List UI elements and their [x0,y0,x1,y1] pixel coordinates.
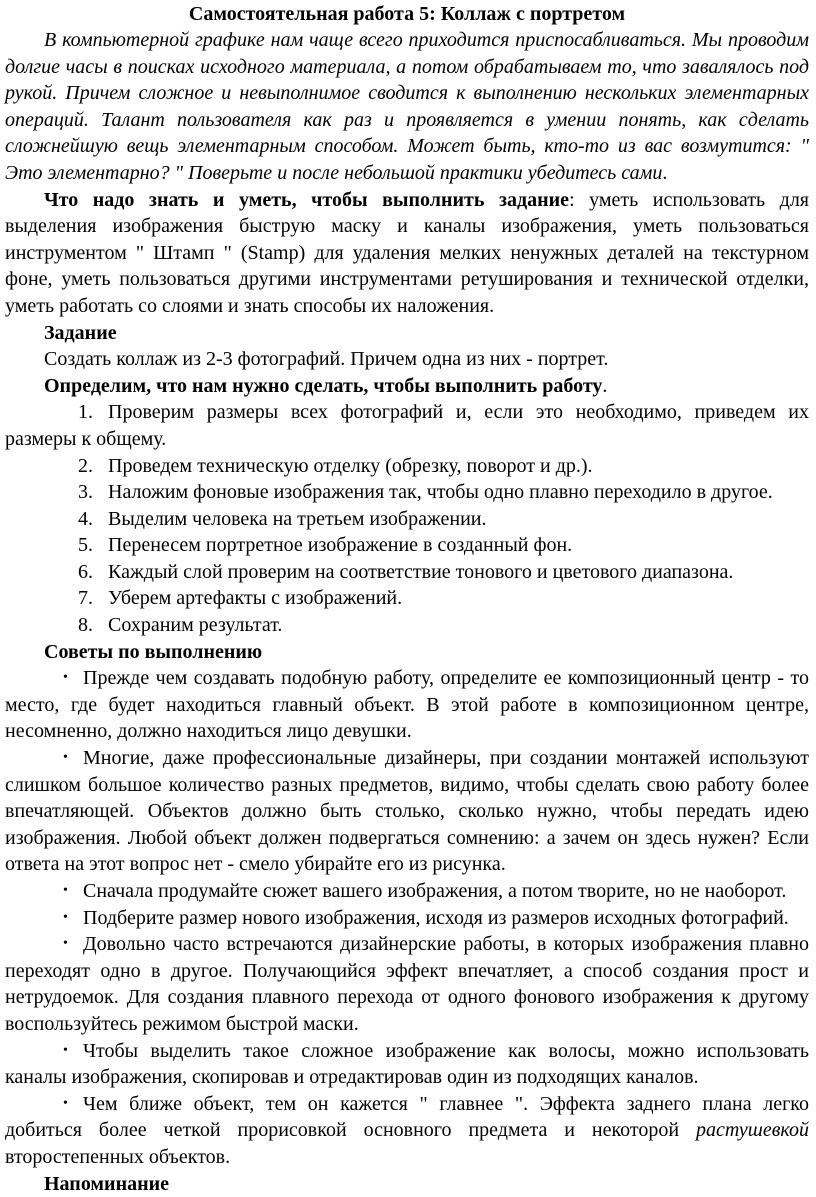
list-item [5,931,809,1037]
step-text: Уберем артефакты с изображений. [108,587,403,610]
skills-text: : уметь использовать для выделения изображения быструю маску и каналы изображения, уметь пользоваться инструментом " Штамп " (Stamp) для удаления мелких ненужных деталей на текстурном фоне, уметь пользоваться другими инструментами ретуширования и технической отделки, уметь работать со слоями и знать способы их наложения. [5,188,809,317]
bullet-icon: • [63,936,68,952]
step-number: 5. [78,534,93,557]
step-text: Выделим человека на третьем изображении. [108,507,487,530]
tip-text: Довольно часто встречаются дизайнерские работы, в которых изображения плавно переходят одно в другое. Получающийся эффект впечатляет, а способ создания прост и нетрудоемок. Для создания плавного перехода от одного фонового изображения к другому воспользуйтесь режимом быстрой маски. [5,933,809,1035]
list-item [5,585,809,612]
tip-text-italic: растушевкой [696,1119,809,1142]
tip-text-after: второстепенных объектов. [5,1145,231,1168]
bullet-icon: • [63,1095,68,1111]
bullet-icon: • [63,1042,68,1058]
intro-paragraph [5,27,809,187]
tip-text: Подберите размер нового изображения, исходя из размеров исходных фотографий. [83,906,789,929]
list-item [5,453,809,480]
list-item [5,905,809,932]
intro-text: В компьютерной графике нам чаще всего приходится приспосабливаться. Мы проводим долгие часы в поисках исходного материала, а потом обрабатываем то, что завалялось под рукой. Причем сложное и невыполнимое сводится к выполнению нескольких элементарных операций. Талант пользователя как раз и проявляется в умении понять, как сделать сложнейшую вещь элементарным способом. Может быть, кто-то из вас возмутится: " Это элементарно? " Поверьте и после небольшой практики убедитесь сами [5,29,809,184]
tips-list [5,665,809,1170]
step-text: Наложим фоновые изображения так, чтобы одно плавно переходило в другое. [108,481,773,504]
tip-text: Прежде чем создавать подобную работу, определите ее композиционный центр - то место, где будет находиться главный объект. В этой работе в композиционном центре, несомненно, должно находиться лицо девушки. [5,667,809,743]
step-text: Проверим размеры всех фотографий и, если это необходимо, приведем их размеры к общему. [5,401,809,450]
list-item [5,1091,809,1171]
document-title: Самостоятельная работа 5: Коллаж с портретом [188,3,626,25]
step-text: Сохраним результат. [108,614,283,637]
list-item [5,612,809,639]
step-number: 3. [78,481,93,504]
list-item [5,1038,809,1091]
task-heading: Задание [44,321,117,344]
list-item [5,506,809,533]
step-text: Перенесем портретное изображение в созданный фон. [108,534,573,557]
document-page [0,1,816,1195]
task-text: Создать коллаж из 2-3 фотографий. Причем одна из них - портрет. [44,348,609,371]
bullet-icon: • [63,883,68,898]
tip-text: Чтобы выделить такое сложное изображение как волосы, можно использовать каналы изображения, скопировав и отредактировав один из подходящих каналов. [5,1039,809,1089]
plan-heading-end: . [602,374,608,397]
bullet-icon: • [63,909,68,925]
step-number: 1. [78,401,93,424]
list-item [5,479,809,506]
bullet-icon: • [63,670,68,686]
list-item [5,878,809,905]
tips-heading: Советы по выполнению [44,640,263,663]
list-item [5,665,809,745]
step-number: 8. [78,614,93,637]
plan-heading-text: Определим, что нам нужно сделать, чтобы выполнить работу [44,374,603,397]
list-item [5,399,809,452]
step-number: 6. [78,560,93,583]
list-item [5,745,809,878]
step-text: Проведем техническую отделку (обрезку, поворот и др.). [108,454,593,477]
tip-text-before: Чем ближе объект, тем он кажется " главнее ". Эффекта заднего плана легко добиться более четкой прорисовкой основного предмета и некоторой [5,1092,809,1142]
intro-end: . [662,161,668,184]
step-text: Каждый слой проверим на соответствие тонового и цветового диапазона. [108,560,734,583]
plan-heading [5,373,809,400]
steps-list [5,399,809,638]
skills-paragraph [5,187,809,320]
bullet-icon: • [63,750,68,766]
tip-text: Многие, даже профессиональные дизайнеры, при создании монтажей используют слишком большое количество разных предметов, видимо, чтобы сделать свою работу более впечатляющей. Объектов должно быть столько, сколько нужно, чтобы передать идею изображения. Любой объект должен подвергаться сомнению: а зачем он здесь нужен? Если ответа на этот вопрос нет - смело убирайте его из рисунка. [5,747,809,876]
list-item [5,559,809,586]
step-number: 7. [78,587,93,610]
skills-lead: Что надо знать и уметь, чтобы выполнить задание [44,188,570,211]
step-number: 4. [78,507,93,530]
step-number: 2. [78,454,93,477]
reminder-heading: Напоминание [44,1172,170,1195]
tip-text: Сначала продумайте сюжет вашего изображения, а потом творите, но не наоборот. [83,880,787,902]
list-item [5,532,809,559]
